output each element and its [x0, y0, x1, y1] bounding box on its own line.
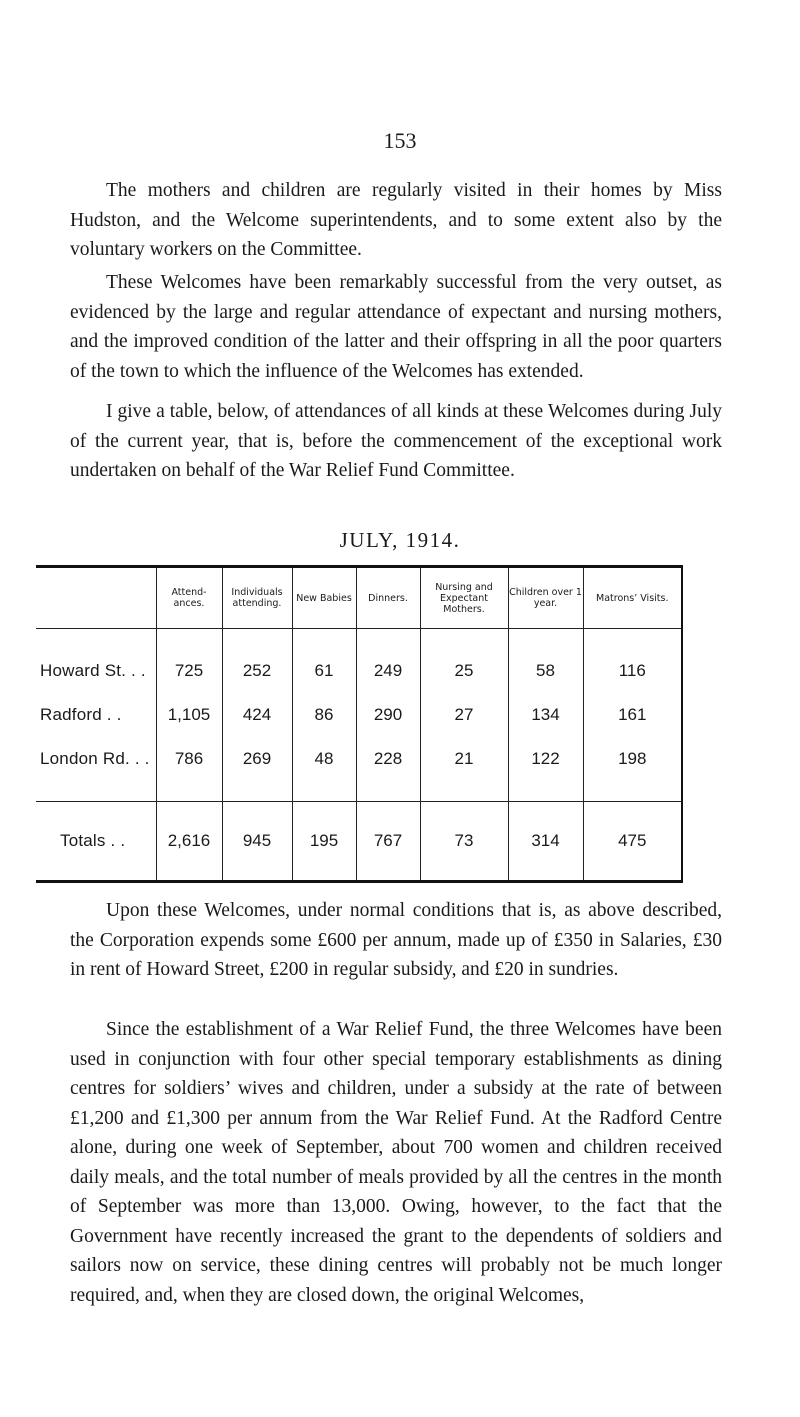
- cell-visits: 116: [583, 629, 682, 694]
- table-row: [36, 693, 682, 737]
- cell-children: 134: [508, 693, 583, 737]
- table-header-row: [36, 567, 682, 629]
- header-attendances: Attend-ances.: [156, 567, 222, 629]
- total-children: 314: [508, 802, 583, 882]
- cell-children: 58: [508, 629, 583, 694]
- cell-nursing: 27: [420, 693, 508, 737]
- paragraph-expenditure: Upon these Welcomes, under normal conditions that is, as above described, the Corporation expends some £600 per annum, made up of £350 in Salaries, £30 in rent of Howard Street, £200 in regular subsidy, and £20 in sundries.: [70, 900, 722, 980]
- header-empty: [36, 567, 156, 629]
- cell-attendances: 725: [156, 629, 222, 694]
- total-individuals: 945: [222, 802, 292, 882]
- cell-individuals: 424: [222, 693, 292, 737]
- cell-individuals: 269: [222, 737, 292, 802]
- row-label: Radford . .: [40, 705, 122, 724]
- header-individuals: Individuals attending.: [222, 567, 292, 629]
- total-nursing: 73: [420, 802, 508, 882]
- cell-nursing: 25: [420, 629, 508, 694]
- totals-label: Totals . .: [36, 802, 156, 882]
- totals-row: [36, 802, 682, 882]
- cell-children: 122: [508, 737, 583, 802]
- paragraph-war-relief: Since the establishment of a War Relief Fund, the three Welcomes have been used in conjunction with four other special temporary establishments as dining centres for soldiers’ wives and children, under a subsidy at the rate of between £1,200 and £1,300 per annum from the War Relief Fund. At the Radford Centre alone, during one week of September, about 700 women and children received daily meals, and the total number of meals provided by all the centres in the month of September was more than 13,000. Owing, however, to the fact that the Government have recently increased the grant to the dependents of soldiers and sailors now on service, these dining centres will probably not be much longer required, and, when they are closed down, the original Welcomes,: [70, 1019, 722, 1306]
- cell-dinners: 228: [356, 737, 420, 802]
- attendance-table: [36, 565, 683, 883]
- cell-attendances: 1,105: [156, 693, 222, 737]
- header-dinners: Dinners.: [356, 567, 420, 629]
- header-matrons-visits: Matrons’ Visits.: [583, 567, 682, 629]
- header-nursing-mothers: Nursing and Expectant Mothers.: [420, 567, 508, 629]
- row-label: London Rd. . .: [40, 749, 150, 768]
- cell-new-babies: 86: [292, 693, 356, 737]
- header-children: Children over 1 year.: [508, 567, 583, 629]
- table-title: JULY, 1914.: [339, 528, 461, 552]
- paragraph-welcomes-success: These Welcomes have been remarkably successful from the very outset, as evidenced by the large and regular attendance of expectant and nursing mothers, and the improved condition of the latter and their offspring in all the poor quarters of the town to which the influence of the Welcomes has extended.: [70, 272, 722, 382]
- cell-attendances: 786: [156, 737, 222, 802]
- cell-visits: 161: [583, 693, 682, 737]
- table-row: [36, 629, 682, 694]
- row-label: Howard St. . .: [40, 661, 146, 680]
- total-visits: 475: [583, 802, 682, 882]
- paragraph-table-intro: I give a table, below, of attendances of all kinds at these Welcomes during July of the current year, that is, before the commencement of the exceptional work undertaken on behalf of the War Relief Fund Committee.: [70, 401, 722, 481]
- cell-nursing: 21: [420, 737, 508, 802]
- cell-new-babies: 48: [292, 737, 356, 802]
- cell-dinners: 290: [356, 693, 420, 737]
- total-attendances: 2,616: [156, 802, 222, 882]
- cell-visits: 198: [583, 737, 682, 802]
- cell-new-babies: 61: [292, 629, 356, 694]
- table-row: [36, 737, 682, 802]
- cell-dinners: 249: [356, 629, 420, 694]
- page-number: 153: [383, 128, 417, 153]
- cell-individuals: 252: [222, 629, 292, 694]
- paragraph-home-visits: The mothers and children are regularly visited in their homes by Miss Hudston, and the Welcome superintendents, and to some extent also by the voluntary workers on the Committee.: [70, 180, 722, 260]
- total-dinners: 767: [356, 802, 420, 882]
- total-new-babies: 195: [292, 802, 356, 882]
- header-new-babies: New Babies: [292, 567, 356, 629]
